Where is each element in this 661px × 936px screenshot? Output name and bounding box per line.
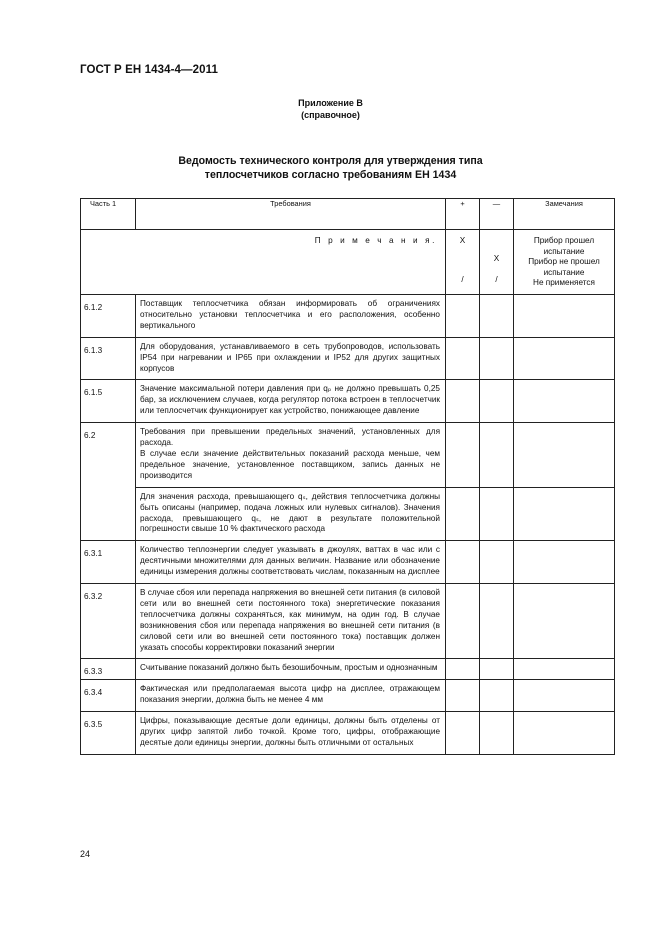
legend-minus-cell: [480, 230, 514, 295]
row-notes: [514, 423, 615, 488]
legend-label: П р и м е ч а н и я.: [81, 230, 446, 295]
document-title: [0, 154, 661, 182]
row-part: 6.1.3: [81, 337, 136, 380]
document-code: ГОСТ Р ЕН 1434-4—2011: [80, 64, 218, 76]
row-requirement: В случае сбоя или перепада напряжения во внешней сети питания (в силовой сети или во внешней сети постоянного тока) энергетические показания теплосчетчика должны сохраняться, как минимум, на один год. В случае возникновения сбоя или перепада напряжения во внешней сети питания (в силовой сети или во внешней сети постоянного тока) поставщик должен указать способы корректировки показаний энергии: [136, 584, 446, 659]
row-plus: [446, 584, 480, 659]
row-notes: [514, 487, 615, 541]
row-part: 6.3.1: [81, 541, 136, 584]
row-part: 6.3.4: [81, 680, 136, 712]
annex-heading: [0, 97, 661, 121]
table-subrow: [81, 487, 615, 541]
annex-title: Приложение В: [298, 98, 363, 108]
row-requirement-sub: Для значения расхода, превышающего qₛ, действия теплосчетчика должны быть описаны (например, подача ложных или нулевых сигналов). Значения расхода, превышающего qₛ, не дают в результате положительной погрешности свыше 10 % фактического расхода: [136, 487, 446, 541]
row-requirement: Цифры, показывающие десятые доли единицы, должны быть отделены от других цифр запятой либо точкой. Кроме того, цифры, отображающие десятые доли единицы энергии, должны быть отличными от остальных: [136, 712, 446, 755]
title-line-2: теплосчетчиков согласно требованиям ЕН 1434: [204, 169, 457, 181]
row-requirement: Значение максимальной потери давления при qₚ не должно превышать 0,25 бар, за исключением случаев, когда регулятор потока встроен в теплосчетчик или теплосчетчик функционирует как устройство, понижающее давление: [136, 380, 446, 423]
row-requirement: [136, 423, 446, 488]
header-part: Часть 1: [81, 199, 136, 230]
table-row: [81, 712, 615, 755]
table-row: [81, 295, 615, 338]
annex-type: (справочное): [301, 110, 360, 120]
row-notes: [514, 584, 615, 659]
row-plus: [446, 712, 480, 755]
row-minus: [480, 659, 514, 680]
row-minus: [480, 423, 514, 488]
row-notes: [514, 712, 615, 755]
table-row: [81, 584, 615, 659]
row-notes: [514, 295, 615, 338]
row-minus: [480, 680, 514, 712]
table-row: [81, 423, 615, 488]
row-part: 6.3.5: [81, 712, 136, 755]
header-plus: +: [446, 199, 480, 230]
legend-fail: Прибор не прошел испытание: [528, 257, 600, 277]
row-part: 6.1.5: [81, 380, 136, 423]
table-header-row: [81, 199, 615, 230]
row-notes: [514, 380, 615, 423]
table-row: [81, 337, 615, 380]
row-part: 6.3.3: [81, 659, 136, 680]
row-minus: [480, 584, 514, 659]
row-requirement: Для оборудования, устанавливаемого в сеть трубопроводов, использовать IP54 при нагревании и IP65 при охлаждении и IP52 для других защитных корпусов: [136, 337, 446, 380]
row-requirement: Поставщик теплосчетчика обязан информировать об ограничениях относительно установки теплосчетчика и его расположения, особенно вертикального: [136, 295, 446, 338]
row-notes: [514, 337, 615, 380]
header-minus: —: [480, 199, 514, 230]
table-row: [81, 380, 615, 423]
header-requirements: Требования: [136, 199, 446, 230]
row-plus: [446, 337, 480, 380]
page-number: 24: [80, 849, 91, 859]
row-notes: [514, 659, 615, 680]
row-part: 6.3.2: [81, 584, 136, 659]
row-plus: [446, 541, 480, 584]
table-row: [81, 659, 615, 680]
row-minus: [480, 487, 514, 541]
legend-minus-fail: X: [493, 254, 500, 263]
legend-na: Не применяется: [533, 278, 595, 287]
row-plus: [446, 680, 480, 712]
row-plus: [446, 423, 480, 488]
row-requirement: Считывание показаний должно быть безошибочным, простым и однозначным: [136, 659, 446, 680]
row-minus: [480, 380, 514, 423]
row-requirement: Количество теплоэнергии следует указывать в джоулях, ваттах в час или с десятичными множителями для данных величин. Название или обозначение единицы измерения должны соответствовать числам, показанным на дисплее: [136, 541, 446, 584]
legend-notes-cell: [514, 230, 615, 295]
row-notes: [514, 541, 615, 584]
row-plus: [446, 380, 480, 423]
inspection-table: [80, 198, 615, 755]
row-minus: [480, 712, 514, 755]
row-part: 6.1.2: [81, 295, 136, 338]
header-notes: Замечания: [514, 199, 615, 230]
title-line-1: Ведомость технического контроля для утверждения типа: [178, 155, 483, 167]
legend-plus-na: /: [461, 275, 464, 284]
row-plus: [446, 487, 480, 541]
table-row: [81, 541, 615, 584]
legend-plus-cell: [446, 230, 480, 295]
row-minus: [480, 337, 514, 380]
row-notes: [514, 680, 615, 712]
legend-plus-pass: X: [459, 236, 466, 245]
row-plus: [446, 659, 480, 680]
legend-pass: Прибор прошел испытание: [533, 236, 595, 256]
row-minus: [480, 295, 514, 338]
legend-row: [81, 230, 615, 295]
row-part: 6.2: [81, 423, 136, 541]
row-plus: [446, 295, 480, 338]
row-requirement-detail: В случае если значение действительных показаний расхода меньше, чем предельное значение, установленное поставщиком, запись данных не производится: [140, 448, 440, 480]
legend-minus-na: /: [495, 275, 498, 284]
table-row: [81, 680, 615, 712]
row-minus: [480, 541, 514, 584]
row-requirement-intro: Требования при превышении предельных значений, установленных для расхода.: [140, 427, 440, 448]
row-requirement: Фактическая или предполагаемая высота цифр на дисплее, отражающем показания энергии, должна быть не менее 4 мм: [136, 680, 446, 712]
